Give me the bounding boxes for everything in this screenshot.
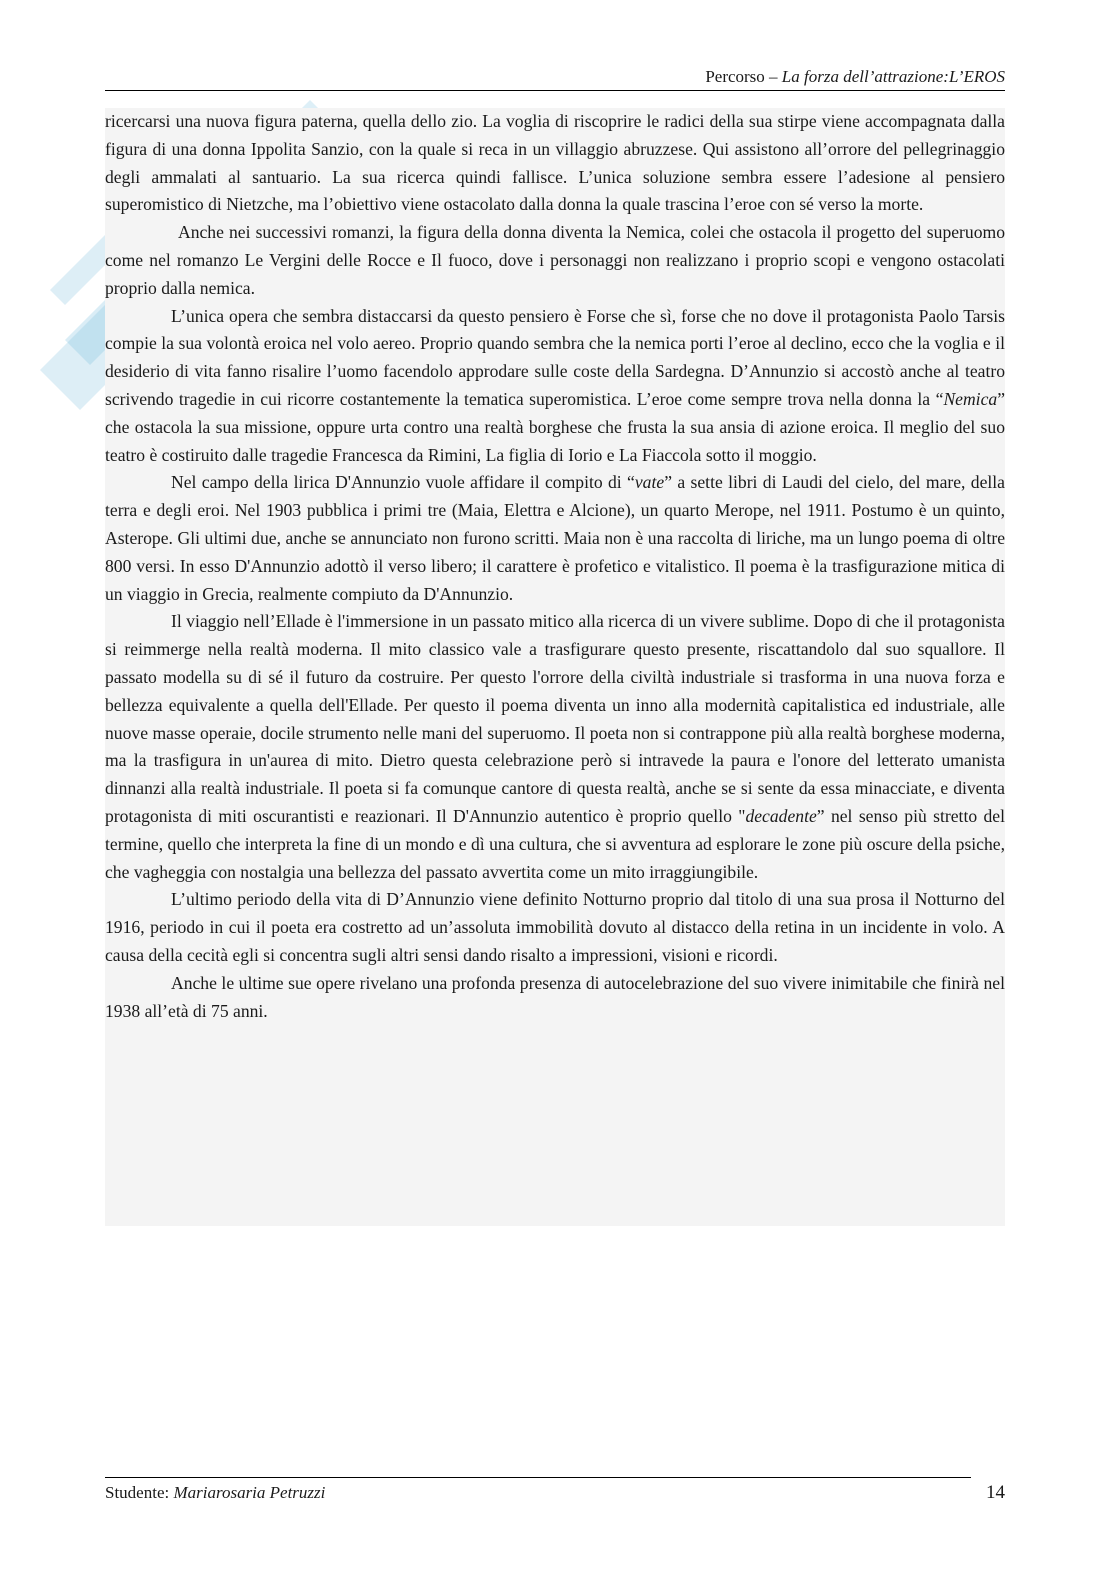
paragraph-3-text-a: L’unica opera che sembra distaccarsi da questo pensiero è Forse che sì, forse che no dove il protagonista Paolo Tarsis compie la sua volontà eroica nel volo aereo. Proprio quando sembra che la nemica porti l’eroe al declino, ecco che la voglia e il desiderio di vita fanno risalire l’uomo facendolo approdare sulle coste della Sardegna. D’Annunzio si accostò anche al teatro scrivendo tragedie in cui ricorre costantemente la tematica superomistica. L’eroe come sempre trova nella donna la “ — [105, 305, 1005, 409]
page-number: 14 — [986, 1482, 1005, 1503]
paragraph-5-text-a: Il viaggio nell’Ellade è l'immersione in un passato mitico alla ricerca di un vivere sublime. Dopo di che il protagonista si reimmerge nella realtà moderna. Il mito classico vale a trasfigurare questo presente, riscattandolo dal suo squallore. Il passato modella su di sé il futuro da costruire. Per questo l'orrore della civiltà industriale si trasforma in una nuova forza e bellezza equivalente a quella dell'Ellade. Per questo il poema diventa un inno alla modernità capitalistica ed industriale, alle nuove masse operaie, docile strumento nelle mani del superuomo. Il poeta non si contrappone più alla realtà borghese moderna, ma la trasfigura in un'aurea di mito. Dietro questa celebrazione però si intravede la paura e l'onore del letterato umanista dinnanzi alla realtà industriale. Il poeta si fa comunque cantore di questa realtà, anche se si sente da essa minacciate, e diventa protagonista di miti oscurantisti e reazionari. Il D'Annunzio autentico è proprio quello " — [105, 611, 1005, 826]
paragraph-4-text-b: ” a sette libri di Laudi del cielo, del mare, della terra e degli eroi. Nel 1903 pubblica i primi tre (Maia, Elettra e Alcione), un quarto Merope, nel 1911. Postumo è un quinto, Asterope. Gli ultimi due, anche se annunciato non furono scritti. Maia non è una raccolta di liriche, ma un lungo poema di oltre 800 versi. In esso D'Annunzio adottò il verso libero; il carattere è profetico e vitalistico. Il poema è la trasfigurazione mitica di un viaggio in Grecia, realmente compiuto da D'Annunzio. — [105, 472, 1005, 604]
paragraph-6: L’ultimo periodo della vita di D’Annunzio viene definito Notturno proprio dal titolo di una sua prosa il Notturno del 1916, periodo in cui il poeta era costretto ad un’assoluta immobilità dovuto al distacco della retina in un incidente in volo. A causa della cecità egli si concentra sugli altri sensi dando risalto a impressioni, visioni e ricordi. — [105, 889, 1005, 965]
footer-student-label: Studente: — [105, 1483, 174, 1502]
paragraph-3-text-b: ” che ostacola la sua missione, oppure urta contro una realtà borghese che frusta la sua ansia di azione eroica. Il meglio del suo teatro è costiruito dalle tragedie Francesca da Rimini, La figlia di Iorio e La Fiaccola sotto il moggio. — [105, 388, 1005, 465]
paragraph-5 — [105, 608, 1005, 886]
paragraph-3 — [105, 303, 1005, 470]
footer-divider — [105, 1477, 971, 1478]
header-section-label: Percorso – — [705, 67, 782, 86]
paragraph-4 — [105, 469, 1005, 608]
paragraph-4-emphasis: vate — [634, 472, 665, 493]
paragraph-5-emphasis: decadente — [745, 805, 817, 826]
page-header — [105, 66, 1005, 91]
paragraph-7: Anche le ultime sue opere rivelano una profonda presenza di autocelebrazione del suo vivere inimitabile che finirà nel 1938 all’età di 75 anni. — [105, 972, 1005, 1021]
paragraph-1: ricercarsi una nuova figura paterna, quella dello zio. La voglia di riscoprire le radici della sua stirpe viene accompagnata dalla figura di una donna Ippolita Sanzio, con la quale si reca in un villaggio abruzzese. Qui assistono all’orrore del pellegrinaggio degli ammalati al santuario. La sua ricerca quindi fallisce. L’unica soluzione sembra essere l’adesione al pensiero superomistico di Nietzche, ma l’obiettivo viene ostacolato dalla donna la quale trascina l’eroe con sé verso la morte. — [105, 111, 1005, 215]
paragraph-5-text-b: ” nel senso più stretto del termine, quello che interpreta la fine di un mondo e dì una cultura, che si avventura ad esplorare le zone più oscure della psiche, che vagheggia con nostalgia una bellezza del passato avvertita come un mito irraggiungibile. — [105, 805, 1006, 882]
paragraph-3-emphasis: Nemica — [943, 388, 998, 409]
paragraph-2: Anche nei successivi romanzi, la figura della donna diventa la Nemica, colei che ostacola il progetto del superuomo come nel romanzo Le Vergini delle Rocce e Il fuoco, dove i personaggi non realizzano i proprio scopi e vengono ostacolati proprio dalla nemica. — [105, 222, 1005, 298]
header-doc-title: La forza dell’attrazione:L’EROS — [781, 67, 1005, 86]
paragraph-4-text-a: Nel campo della lirica D'Annunzio vuole affidare il compito di “ — [171, 472, 635, 493]
body-text — [105, 108, 1005, 1226]
footer-student-name: Mariarosaria Petruzzi — [173, 1483, 326, 1502]
page-footer — [105, 1481, 1005, 1507]
